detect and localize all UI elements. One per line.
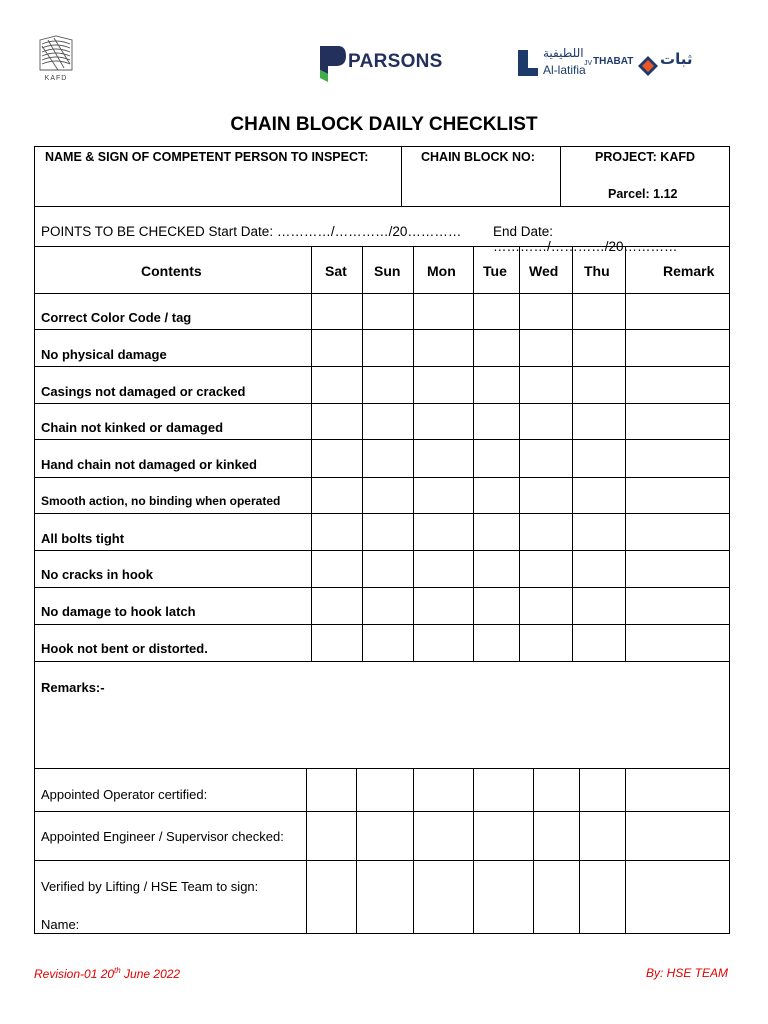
thabat-english-text: THABAT [593,56,634,67]
column-header-sun: Sun [374,263,401,279]
competent-person-label: NAME & SIGN OF COMPETENT PERSON TO INSPECT: [45,150,369,164]
author-note: By: HSE TEAM [645,966,728,980]
operator-certified-label: Appointed Operator certified: [41,787,208,802]
chain-block-no-label: CHAIN BLOCK NO: [421,150,535,164]
column-header-thu: Thu [584,263,610,279]
page-title: CHAIN BLOCK DAILY CHECKLIST [230,114,538,135]
latifia-english-text: Al-latifia [543,63,586,77]
checklist-item: Hook not bent or distorted. [41,641,208,656]
checklist-item: No physical damage [41,347,167,362]
kafd-logo-text: KAFD [44,75,68,82]
jv-text: JV [584,60,593,67]
checklist-item: Smooth action, no binding when operated [41,494,281,508]
checklist-item: All bolts tight [41,531,125,546]
hse-verified-label: Verified by Lifting / HSE Team to sign: [41,879,259,894]
column-header-remark: Remark [663,263,715,279]
logo-bar [0,0,768,110]
end-date-field[interactable]: End Date: …………/…………/20………… [493,224,678,254]
checklist-item: Casings not damaged or cracked [41,384,246,399]
engineer-checked-label: Appointed Engineer / Supervisor checked: [41,829,284,844]
column-header-mon: Mon [427,263,456,279]
revision-note: Revision-01 20th June 2022 [34,966,181,981]
checklist-item: No cracks in hook [41,567,153,582]
column-header-contents: Contents [141,263,202,279]
latifia-arabic-text: اللطيفية [543,46,584,60]
checklist-item: Correct Color Code / tag [41,310,192,325]
checklist-item: No damage to hook latch [41,604,196,619]
checklist-item: Chain not kinked or damaged [41,420,224,435]
thabat-arabic-text: ثبات [660,51,693,68]
column-header-wed: Wed [529,263,559,279]
start-date-field[interactable]: POINTS TO BE CHECKED Start Date: …………/…………/20………… [41,224,462,239]
parcel-label: Parcel: 1.12 [608,187,678,201]
checklist-item: Hand chain not damaged or kinked [41,457,257,472]
name-label: Name: [41,917,80,932]
checklist-form [34,146,730,934]
parsons-wordmark: PARSONS [348,51,443,72]
remarks-label: Remarks:- [41,680,105,695]
project-label: PROJECT: KAFD [595,150,696,164]
column-header-sat: Sat [325,263,347,279]
column-header-tue: Tue [483,263,507,279]
